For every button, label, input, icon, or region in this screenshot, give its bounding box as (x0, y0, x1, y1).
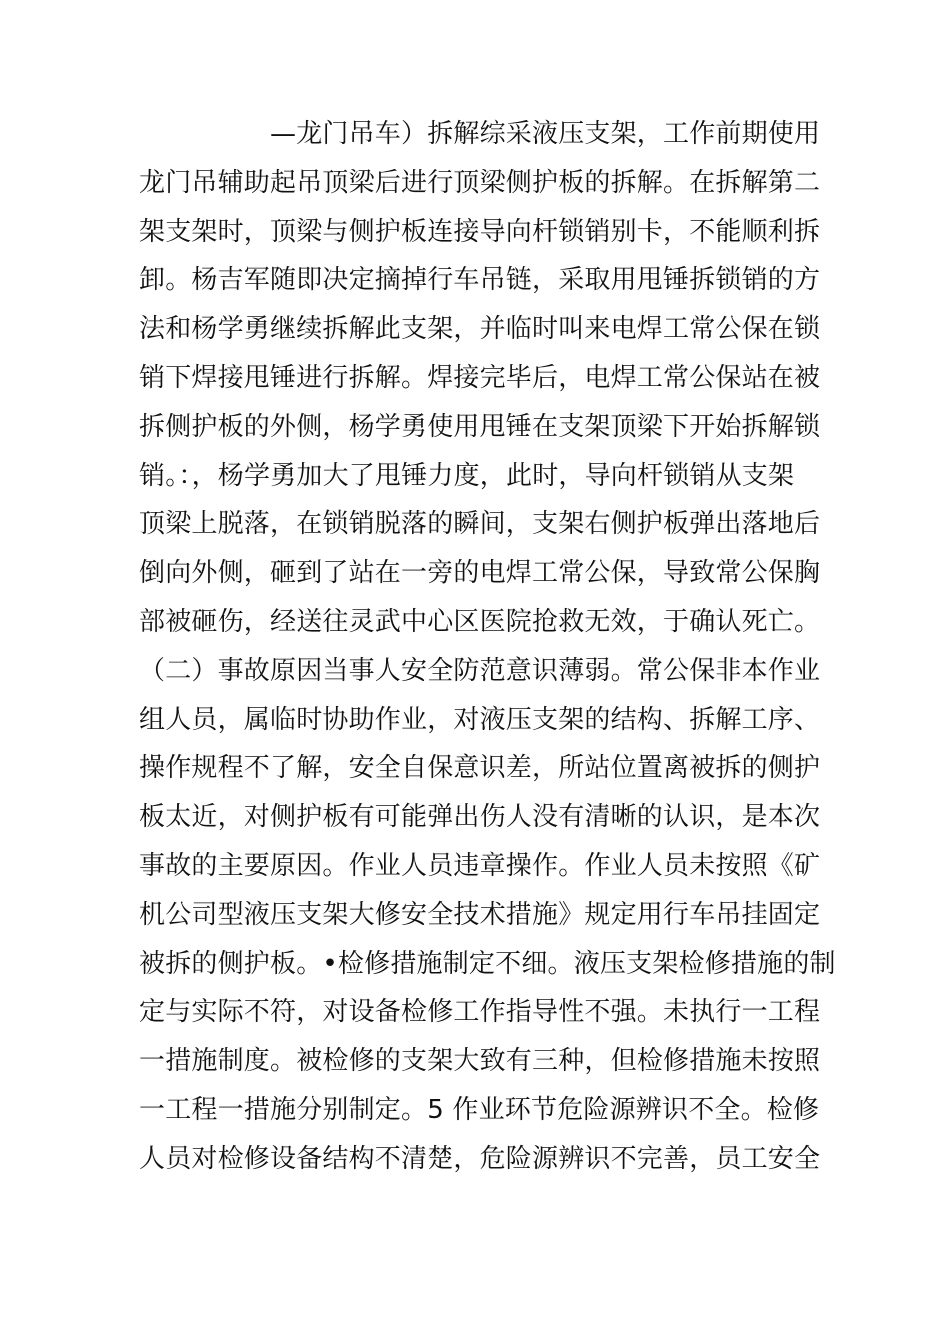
text-line: 部被砸伤，经送往灵武中心区医院抢救无效，于确认死亡。 (139, 606, 821, 637)
text-line: 架支架时，顶梁与侧护板连接导向杆锁销别卡，不能顺利拆 (139, 216, 821, 247)
text-line: 倒向外侧，砸到了站在一旁的电焊工常公保，导致常公保胸 (139, 558, 821, 589)
text-line: 销下焊接甩锤进行拆解。焊接完毕后，电焊工常公保站在被 (139, 362, 821, 393)
text-line: 龙门吊辅助起吊顶梁后进行顶梁侧护板的拆解。在拆解第二 (139, 167, 821, 198)
text-line: 定与实际不符，对设备检修工作指导性不强。未执行一工程 (139, 997, 821, 1028)
text-line: 拆侧护板的外侧，杨学勇使用甩锤在支架顶梁下开始拆解锁 (139, 411, 821, 442)
text-line: 销。：，杨学勇加大了甩锤力度，此时，导向杆锁销从支架 (139, 460, 795, 491)
text-line: 操作规程不了解，安全自保意识差，所站位置离被拆的侧护 (139, 753, 821, 784)
text-line: 法和杨学勇继续拆解此支架，并临时叫来电焊工常公保在锁 (139, 314, 821, 345)
text-line: 板太近，对侧护板有可能弹出伤人没有清晰的认识，是本次 (139, 802, 821, 833)
text-line: 事故的主要原因。作业人员违章操作。作业人员未按照《矿 (139, 850, 821, 881)
text-line: 组人员，属临时协助作业，对液压支架的结构、拆解工序、 (139, 704, 821, 735)
text-line: 机公司型液压支架大修安全技术措施》规定用行车吊挂固定 (139, 899, 821, 930)
body-text (139, 110, 836, 1184)
text-line: 被拆的侧护板。•检修措施制定不细。液压支架检修措施的制 (139, 948, 836, 979)
text-line: 顶梁上脱落，在锁销脱落的瞬间，支架右侧护板弹出落地后 (139, 509, 821, 540)
text-line: —龙门吊车）拆解综采液压支架，工作前期使用 (139, 119, 821, 149)
text-line: 人员对检修设备结构不清楚，危险源辨识不完善，员工安全 (139, 1143, 821, 1174)
text-line: 一工程一措施分别制定。5 作业环节危险源辨识不全。检修 (139, 1094, 820, 1125)
text-line: 卸。杨吉军随即决定摘掉行车吊链，采取用甩锤拆锁销的方 (139, 265, 821, 296)
text-line: 一措施制度。被检修的支架大致有三种，但检修措施未按照 (139, 1046, 821, 1077)
text-line: （二）事故原因当事人安全防范意识薄弱。常公保非本作业 (139, 655, 821, 686)
